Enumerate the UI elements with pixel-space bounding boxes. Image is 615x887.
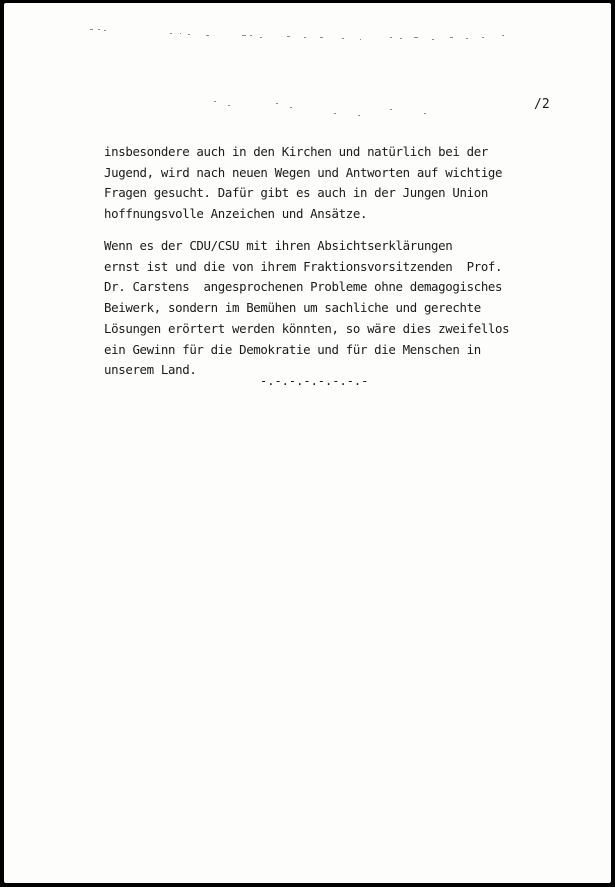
text-line: unserem Land.	[104, 362, 197, 378]
text-line: Dr. Carstens angesprochenen Probleme ohne demagogisches	[104, 279, 503, 295]
page-number: /2	[534, 97, 550, 112]
paragraph-2	[104, 236, 564, 381]
text-line: insbesondere auch in den Kirchen und natürlich bei der	[104, 144, 488, 159]
text-line: Fragen gesucht. Dafür gibt es auch in der Jungen Union	[104, 185, 488, 201]
text-line: ernst ist und die von ihrem Fraktionsvorsitzenden Prof.	[104, 258, 503, 274]
text-line: Jugend, wird nach neuen Wegen und Antworten auf wichtige	[104, 164, 503, 180]
text-line: Beiwerk, sondern im Bemühen um sachliche und gerechte	[104, 300, 481, 316]
text-line: hoffnungsvolle Anzeichen und Ansätze.	[104, 206, 368, 222]
document-page	[4, 3, 611, 883]
text-line: ein Gewinn für die Demokratie und für die Menschen in	[104, 341, 481, 357]
paragraph-1	[104, 142, 564, 225]
end-separator: -.-.-.-.-.-.-.-	[260, 374, 369, 388]
scan-artifacts	[4, 3, 611, 133]
text-line: Lösungen erörtert werden könnten, so wäre dies zweifellos	[104, 320, 510, 336]
text-line: Wenn es der CDU/CSU mit ihren Absichtserklärungen	[104, 238, 453, 253]
